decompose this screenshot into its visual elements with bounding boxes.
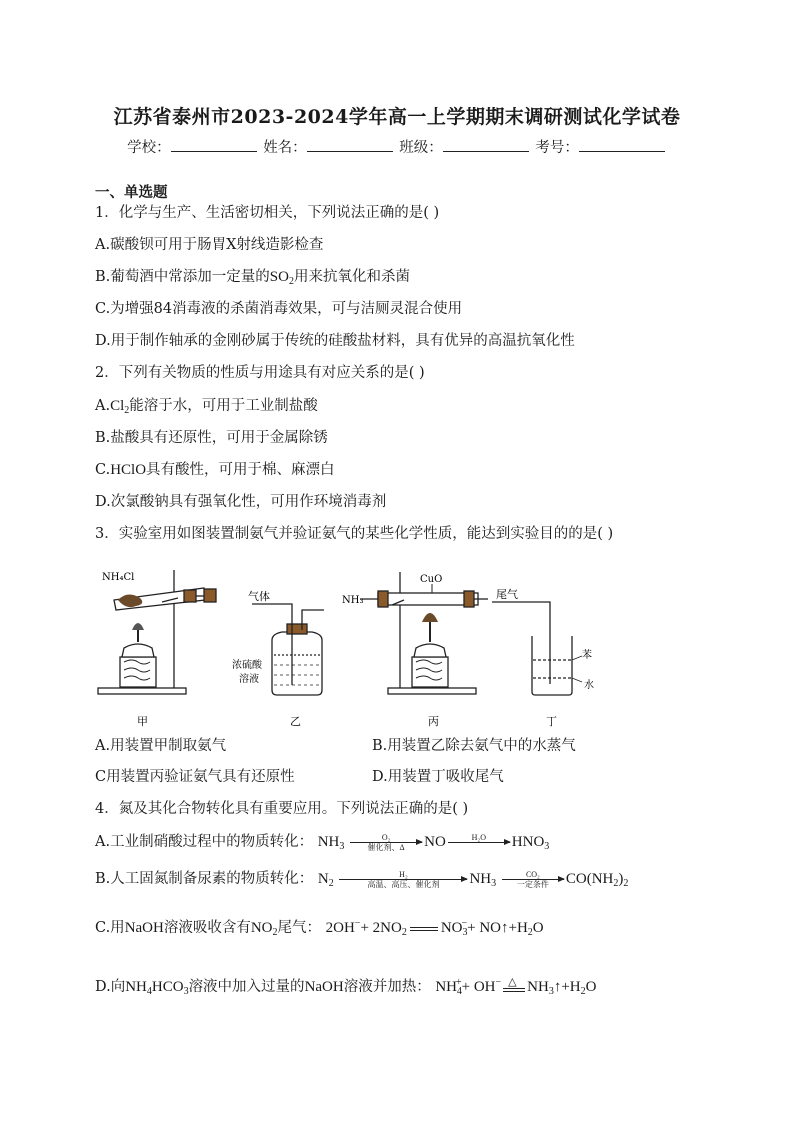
q3-option-a[interactable]: A.用装置甲制取氨气 xyxy=(95,738,227,754)
q4-d-text: 溶液中加入过量的 xyxy=(188,979,305,995)
q4-c-naoh: NaOH xyxy=(124,920,164,936)
q1-option-c[interactable]: C.为增强84消毒液的杀菌消毒效果，可与洁厕灵混合使用 xyxy=(95,301,463,317)
q2-stem: 2．下列有关物质的性质与用途具有对应关系的是( ) xyxy=(95,365,425,381)
q4-d-naoh: NaOH xyxy=(304,979,344,995)
student-info-line xyxy=(0,136,794,157)
q1-option-b[interactable] xyxy=(95,267,410,287)
q4-c-label: C.用 xyxy=(95,920,125,936)
q4-c-text: 溶液吸收含有 xyxy=(163,920,251,936)
q3-option-b[interactable]: B.用装置乙除去氨气中的水蒸气 xyxy=(372,738,576,754)
label-yi: 乙 xyxy=(290,715,301,728)
label-tail-gas: 尾气 xyxy=(496,588,518,601)
page-title: 江苏省泰州市2023-2024学年高一上学期期末调研测试化学试卷 xyxy=(113,106,681,128)
q2-a-formula: $Cl_2$ xyxy=(110,398,130,416)
q4-d-text2: 溶液并加热： xyxy=(343,979,431,995)
q4-option-a[interactable] xyxy=(95,832,549,852)
q2-c-text: 具有酸性，可用于棉、麻漂白 xyxy=(146,462,335,478)
label-gas: 气体 xyxy=(248,590,270,603)
label-water: 水 xyxy=(584,680,594,691)
label-cuo: CuO xyxy=(420,574,443,585)
q2-a-text: 能溶于水，可用于工业制盐酸 xyxy=(129,398,318,414)
q4-b-text: B.人工固氮制备尿素的物质转化： xyxy=(95,871,314,887)
q2-c-formula: HClO xyxy=(110,462,147,478)
label-jia: 甲 xyxy=(137,715,148,728)
q4-d-label: D.向 xyxy=(95,979,126,995)
apparatus-jia xyxy=(98,570,216,694)
info-class-label: 班级： xyxy=(399,140,443,156)
q4-a-text: A.工业制硝酸过程中的物质转化： xyxy=(95,834,314,850)
label-acid-1: 浓硫酸 xyxy=(232,660,262,671)
q2-a-label: A. xyxy=(95,398,111,414)
q4-option-b[interactable] xyxy=(95,869,628,889)
class-blank[interactable] xyxy=(443,139,529,152)
q4-stem: 4．氮及其化合物转化具有重要应用。下列说法正确的是( ) xyxy=(95,801,469,817)
q1-b-formula: $SO_2$ xyxy=(269,269,294,287)
reaction-arrow: CO₂ 一定条件 xyxy=(502,870,564,889)
q1-b-text: B.葡萄酒中常添加一定量的 xyxy=(95,269,270,285)
apparatus-yi xyxy=(252,604,324,695)
q1-stem: 1．化学与生产、生活密切相关，下列说法正确的是( ) xyxy=(95,205,440,221)
q2-option-c[interactable] xyxy=(95,460,335,480)
q2-option-d[interactable]: D.次氯酸钠具有强氧化性，可用作环境消毒剂 xyxy=(95,494,387,510)
q3-stem: 3．实验室用如图装置制氨气并验证氨气的某些化学性质，能达到实验目的的是( ) xyxy=(95,526,614,542)
reaction-arrow: H₂O xyxy=(448,833,510,852)
info-school-label: 学校： xyxy=(127,140,171,156)
heat-equals-sign: △ xyxy=(503,978,525,998)
apparatus-figure xyxy=(92,560,692,730)
apparatus-bing xyxy=(360,572,488,694)
q4-c-text2: 尾气： xyxy=(277,920,322,936)
q2-option-b[interactable]: B.盐酸具有还原性，可用于金属除锈 xyxy=(95,430,328,446)
label-ding: 丁 xyxy=(546,715,557,728)
section-title: 一、单选题 xyxy=(95,184,168,201)
q2-option-a[interactable] xyxy=(95,396,318,416)
equals-sign xyxy=(410,927,438,931)
label-acid-2: 溶液 xyxy=(239,674,259,685)
number-blank[interactable] xyxy=(579,139,665,152)
q4-option-d[interactable] xyxy=(95,977,596,998)
label-bing: 丙 xyxy=(428,715,439,728)
q4-c-equation: $2OH^-+ 2NO_2$ $NO_3^-+$ $NO↑+H_2O$ xyxy=(325,918,544,938)
q4-c-no2: $NO_2$ xyxy=(250,920,278,938)
q1-option-a[interactable]: A.碳酸钡可用于肠胃X射线造影检查 xyxy=(95,237,324,253)
q2-c-label: C. xyxy=(95,462,111,478)
q4-b-equation: $N_2$ H₂ 高温、高压、催化剂 $NH_3$ CO₂ 一定条件 $CO(NH_2)_2$ xyxy=(317,870,629,890)
apparatus-ding xyxy=(492,602,582,695)
school-blank[interactable] xyxy=(171,139,257,152)
q4-d-equation: $NH_4^++ OH^-$ △ $NH_3↑+H_2O$ xyxy=(435,975,597,997)
reaction-arrow: O₂ 催化剂、Δ xyxy=(350,833,422,852)
info-name-label: 姓名： xyxy=(263,140,307,156)
label-nh3: NH₃ xyxy=(342,595,364,606)
q4-d-nh4hco3: $NH_4HCO_3$ xyxy=(125,979,189,997)
q4-a-equation: $NH_3$ O₂ 催化剂、Δ NO H₂O $HNO_3$ xyxy=(317,833,550,853)
q1-b-text2: 用来抗氧化和杀菌 xyxy=(293,269,410,285)
label-nh4cl: NH₄Cl xyxy=(102,572,135,583)
label-benzene: 苯 xyxy=(582,650,592,661)
q3-option-d[interactable]: D.用装置丁吸收尾气 xyxy=(372,769,504,785)
q3-option-c[interactable]: C用装置丙验证氨气具有还原性 xyxy=(95,769,295,785)
q4-option-c[interactable] xyxy=(95,918,544,938)
reaction-arrow: H₂ 高温、高压、催化剂 xyxy=(339,870,467,889)
q1-option-d[interactable]: D.用于制作轴承的金刚砂属于传统的硅酸盐材料，具有优异的高温抗氧化性 xyxy=(95,333,575,349)
name-blank[interactable] xyxy=(307,139,393,152)
info-number-label: 考号： xyxy=(535,140,579,156)
